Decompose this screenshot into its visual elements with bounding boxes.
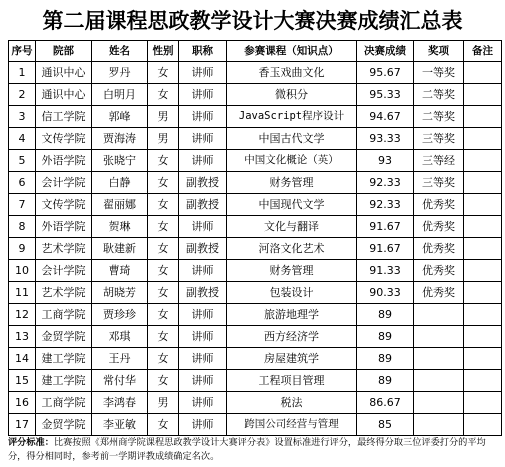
cell-col-index: 1 — [9, 62, 36, 84]
cell-col-department: 外语学院 — [36, 150, 92, 172]
cell-col-award: 优秀奖 — [414, 260, 464, 282]
cell-col-title: 副教授 — [179, 238, 227, 260]
cell-col-name: 李鸿春 — [92, 392, 148, 414]
cell-col-title: 讲师 — [179, 84, 227, 106]
cell-col-remarks — [464, 172, 502, 194]
cell-col-remarks — [464, 414, 502, 436]
cell-col-score: 92.33 — [357, 194, 414, 216]
cell-col-award — [414, 414, 464, 436]
cell-col-remarks — [464, 238, 502, 260]
cell-col-course: 河洛文化艺术 — [227, 238, 357, 260]
cell-col-remarks — [464, 62, 502, 84]
cell-col-name: 贾海涛 — [92, 128, 148, 150]
cell-col-index: 14 — [9, 348, 36, 370]
cell-col-course: 微积分 — [227, 84, 357, 106]
cell-col-name: 李亚敏 — [92, 414, 148, 436]
cell-col-department: 会计学院 — [36, 260, 92, 282]
cell-col-gender: 女 — [148, 216, 179, 238]
cell-col-course: 西方经济学 — [227, 326, 357, 348]
cell-col-title: 讲师 — [179, 62, 227, 84]
cell-col-name: 郭峰 — [92, 106, 148, 128]
header-col-department: 院部 — [36, 41, 92, 62]
cell-col-score: 86.67 — [357, 392, 414, 414]
cell-col-index: 11 — [9, 282, 36, 304]
cell-col-name: 贾珍珍 — [92, 304, 148, 326]
table-row — [9, 414, 502, 436]
cell-col-department: 会计学院 — [36, 172, 92, 194]
table-row — [9, 304, 502, 326]
cell-col-score: 89 — [357, 304, 414, 326]
table-header-row — [9, 41, 502, 62]
cell-col-department: 金贸学院 — [36, 326, 92, 348]
cell-col-index: 3 — [9, 106, 36, 128]
cell-col-remarks — [464, 150, 502, 172]
scoring-note-label: 评分标准： — [8, 437, 54, 448]
cell-col-title: 讲师 — [179, 348, 227, 370]
header-col-name: 姓名 — [92, 41, 148, 62]
cell-col-department: 金贸学院 — [36, 414, 92, 436]
cell-col-score: 94.67 — [357, 106, 414, 128]
cell-col-title: 讲师 — [179, 128, 227, 150]
cell-col-gender: 女 — [148, 84, 179, 106]
cell-col-gender: 女 — [148, 260, 179, 282]
cell-col-award: 二等奖 — [414, 84, 464, 106]
cell-col-score: 93.33 — [357, 128, 414, 150]
cell-col-index: 16 — [9, 392, 36, 414]
table-row — [9, 106, 502, 128]
cell-col-award: 二等奖 — [414, 106, 464, 128]
cell-col-name: 罗丹 — [92, 62, 148, 84]
cell-col-name: 邓琪 — [92, 326, 148, 348]
cell-col-name: 曹琦 — [92, 260, 148, 282]
cell-col-score: 91.67 — [357, 238, 414, 260]
cell-col-index: 10 — [9, 260, 36, 282]
cell-col-course: 房屋建筑学 — [227, 348, 357, 370]
cell-col-score: 93 — [357, 150, 414, 172]
cell-col-score: 91.33 — [357, 260, 414, 282]
cell-col-score: 92.33 — [357, 172, 414, 194]
header-col-course: 参赛课程（知识点） — [227, 41, 357, 62]
table-row — [9, 128, 502, 150]
table-row — [9, 392, 502, 414]
cell-col-department: 文传学院 — [36, 194, 92, 216]
cell-col-title: 讲师 — [179, 326, 227, 348]
table-row — [9, 260, 502, 282]
cell-col-score: 89 — [357, 326, 414, 348]
cell-col-title: 讲师 — [179, 414, 227, 436]
cell-col-remarks — [464, 106, 502, 128]
cell-col-department: 艺术学院 — [36, 238, 92, 260]
cell-col-award: 优秀奖 — [414, 194, 464, 216]
cell-col-score: 89 — [357, 370, 414, 392]
cell-col-index: 17 — [9, 414, 36, 436]
table-row — [9, 194, 502, 216]
cell-col-gender: 女 — [148, 304, 179, 326]
cell-col-index: 15 — [9, 370, 36, 392]
cell-col-course: 税法 — [227, 392, 357, 414]
cell-col-index: 2 — [9, 84, 36, 106]
cell-col-gender: 女 — [148, 150, 179, 172]
cell-col-remarks — [464, 326, 502, 348]
cell-col-award — [414, 304, 464, 326]
cell-col-remarks — [464, 392, 502, 414]
results-table — [8, 40, 502, 436]
cell-col-course: 工程项目管理 — [227, 370, 357, 392]
cell-col-course: 中国文化概论（英） — [227, 150, 357, 172]
cell-col-department: 建工学院 — [36, 370, 92, 392]
cell-col-gender: 女 — [148, 238, 179, 260]
cell-col-remarks — [464, 194, 502, 216]
cell-col-remarks — [464, 216, 502, 238]
cell-col-name: 常付华 — [92, 370, 148, 392]
table-row — [9, 172, 502, 194]
cell-col-title: 讲师 — [179, 304, 227, 326]
cell-col-department: 外语学院 — [36, 216, 92, 238]
cell-col-award: 三等奖 — [414, 172, 464, 194]
table-row — [9, 348, 502, 370]
cell-col-award: 一等奖 — [414, 62, 464, 84]
cell-col-department: 工商学院 — [36, 392, 92, 414]
cell-col-name: 翟丽娜 — [92, 194, 148, 216]
cell-col-title: 讲师 — [179, 106, 227, 128]
cell-col-course: JavaScript程序设计 — [227, 106, 357, 128]
cell-col-gender: 男 — [148, 106, 179, 128]
cell-col-name: 白静 — [92, 172, 148, 194]
cell-col-award: 三等奖 — [414, 128, 464, 150]
cell-col-index: 9 — [9, 238, 36, 260]
table-row — [9, 326, 502, 348]
page-title: 第二届课程思政教学设计大赛决赛成绩汇总表 — [42, 8, 463, 33]
scoring-note — [8, 436, 501, 464]
table-row — [9, 84, 502, 106]
cell-col-remarks — [464, 84, 502, 106]
cell-col-name: 张晓宁 — [92, 150, 148, 172]
cell-col-gender: 女 — [148, 172, 179, 194]
cell-col-name: 耿建新 — [92, 238, 148, 260]
cell-col-index: 4 — [9, 128, 36, 150]
cell-col-gender: 女 — [148, 414, 179, 436]
cell-col-award — [414, 370, 464, 392]
table-row — [9, 282, 502, 304]
cell-col-remarks — [464, 304, 502, 326]
cell-col-award — [414, 392, 464, 414]
cell-col-remarks — [464, 128, 502, 150]
cell-col-award — [414, 326, 464, 348]
cell-col-gender: 女 — [148, 326, 179, 348]
cell-col-course: 旅游地理学 — [227, 304, 357, 326]
cell-col-score: 90.33 — [357, 282, 414, 304]
table-row — [9, 216, 502, 238]
cell-col-score: 95.33 — [357, 84, 414, 106]
cell-col-name: 贺琳 — [92, 216, 148, 238]
cell-col-gender: 男 — [148, 128, 179, 150]
cell-col-gender: 女 — [148, 62, 179, 84]
cell-col-title: 副教授 — [179, 172, 227, 194]
cell-col-name: 王丹 — [92, 348, 148, 370]
cell-col-department: 文传学院 — [36, 128, 92, 150]
cell-col-title: 讲师 — [179, 216, 227, 238]
cell-col-title: 讲师 — [179, 150, 227, 172]
table-row — [9, 62, 502, 84]
cell-col-department: 建工学院 — [36, 348, 92, 370]
cell-col-title: 副教授 — [179, 282, 227, 304]
cell-col-award: 优秀奖 — [414, 282, 464, 304]
header-col-gender: 性别 — [148, 41, 179, 62]
cell-col-course: 香玉戏曲文化 — [227, 62, 357, 84]
cell-col-course: 财务管理 — [227, 260, 357, 282]
cell-col-department: 信工学院 — [36, 106, 92, 128]
cell-col-remarks — [464, 370, 502, 392]
cell-col-award — [414, 348, 464, 370]
cell-col-gender: 女 — [148, 370, 179, 392]
cell-col-score: 85 — [357, 414, 414, 436]
cell-col-score: 91.67 — [357, 216, 414, 238]
cell-col-index: 12 — [9, 304, 36, 326]
table-row — [9, 370, 502, 392]
header-col-score: 决赛成绩 — [357, 41, 414, 62]
cell-col-award: 三等经 — [414, 150, 464, 172]
cell-col-course: 中国古代文学 — [227, 128, 357, 150]
cell-col-gender: 女 — [148, 194, 179, 216]
cell-col-index: 5 — [9, 150, 36, 172]
cell-col-gender: 女 — [148, 282, 179, 304]
cell-col-gender: 男 — [148, 392, 179, 414]
cell-col-gender: 女 — [148, 348, 179, 370]
cell-col-index: 6 — [9, 172, 36, 194]
table-row — [9, 238, 502, 260]
table-row — [9, 150, 502, 172]
cell-col-index: 8 — [9, 216, 36, 238]
cell-col-remarks — [464, 348, 502, 370]
cell-col-course: 跨国公司经营与管理 — [227, 414, 357, 436]
cell-col-title: 副教授 — [179, 194, 227, 216]
scoring-note-text: 比赛按照《郑州商学院课程思政教学设计大赛评分表》设置标准进行评分，最终得分取三位评委打分的平均分，得分相同时，参考前一学期评教成绩确定名次。 — [8, 437, 486, 462]
cell-col-department: 通识中心 — [36, 84, 92, 106]
header-col-remarks: 备注 — [464, 41, 502, 62]
cell-col-department: 通识中心 — [36, 62, 92, 84]
cell-col-index: 7 — [9, 194, 36, 216]
header-col-award: 奖项 — [414, 41, 464, 62]
cell-col-course: 包装设计 — [227, 282, 357, 304]
cell-col-index: 13 — [9, 326, 36, 348]
cell-col-title: 讲师 — [179, 392, 227, 414]
cell-col-award: 优秀奖 — [414, 238, 464, 260]
cell-col-course: 财务管理 — [227, 172, 357, 194]
cell-col-department: 工商学院 — [36, 304, 92, 326]
cell-col-score: 95.67 — [357, 62, 414, 84]
cell-col-course: 文化与翻译 — [227, 216, 357, 238]
table-body — [9, 62, 502, 436]
cell-col-remarks — [464, 282, 502, 304]
cell-col-department: 艺术学院 — [36, 282, 92, 304]
header-col-index: 序号 — [9, 41, 36, 62]
cell-col-name: 胡晓芳 — [92, 282, 148, 304]
cell-col-title: 讲师 — [179, 260, 227, 282]
cell-col-award: 优秀奖 — [414, 216, 464, 238]
cell-col-title: 讲师 — [179, 370, 227, 392]
cell-col-score: 89 — [357, 348, 414, 370]
cell-col-course: 中国现代文学 — [227, 194, 357, 216]
header-col-title: 职称 — [179, 41, 227, 62]
cell-col-name: 白明月 — [92, 84, 148, 106]
cell-col-remarks — [464, 260, 502, 282]
